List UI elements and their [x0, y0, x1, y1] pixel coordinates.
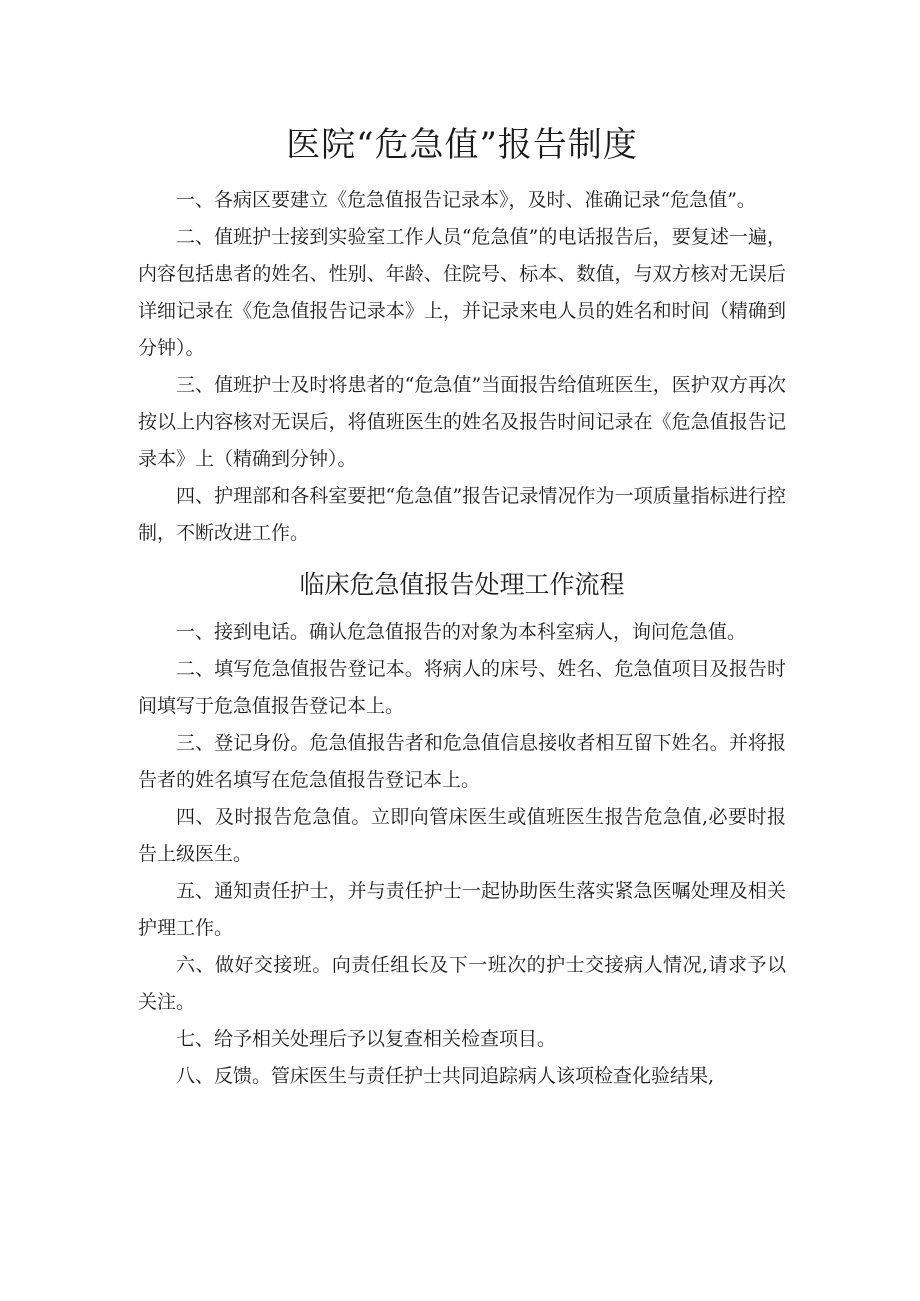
policy-paragraph-4: 四、护理部和各科室要把“危急值”报告记录情况作为一项质量指标进行控制，不断改进工作。 [138, 485, 786, 544]
policy-paragraph-1: 一、各病区要建立《危急值报告记录本》，及时、准确记录“危急值”。 [176, 189, 756, 211]
workflow-step-8: 八、反馈。管床医生与责任护士共同追踪病人该项检查化验结果, [176, 1065, 715, 1087]
workflow-step-4: 四、及时报告危急值。立即向管床医生或值班医生报告危急值,必要时报告上级医生。 [138, 806, 786, 865]
document-body [138, 120, 786, 1095]
policy-paragraph-2: 二、值班护士接到实验室工作人员“危急值”的电话报告后，要复述一遍，内容包括患者的姓名、性别、年龄、住院号、标本、数值，与双方核对无误后详细记录在《危急值报告记录本》上，并记录来电人员的姓名和时间（精确到分钟）。 [138, 226, 786, 359]
workflow-step-6: 六、做好交接班。向责任组长及下一班次的护士交接病人情况,请求予以关注。 [138, 954, 786, 1013]
workflow-step-2: 二、填写危急值报告登记本。将病人的床号、姓名、危急值项目及报告时间填写于危急值报告登记本上。 [138, 658, 786, 717]
workflow-step-7: 七、给予相关处理后予以复查相关检查项目。 [176, 1028, 557, 1050]
workflow-step-5: 五、通知责任护士，并与责任护士一起协助医生落实紧急医嘱处理及相关护理工作。 [138, 880, 786, 939]
workflow-section-title: 临床危急值报告处理工作流程 [299, 570, 625, 599]
workflow-section [138, 614, 786, 1095]
policy-section [138, 182, 786, 552]
document-title: 医院“危急值”报告制度 [286, 125, 638, 165]
workflow-step-3: 三、登记身份。危急值报告者和危急值信息接收者相互留下姓名。并将报告者的姓名填写在危急值报告登记本上。 [138, 732, 786, 791]
policy-paragraph-3: 三、值班护士及时将患者的“危急值”当面报告给值班医生，医护双方再次按以上内容核对无误后，将值班医生的姓名及报告时间记录在《危急值报告记录本》上（精确到分钟）。 [138, 374, 786, 470]
workflow-step-1: 一、接到电话。确认危急值报告的对象为本科室病人，询问危急值。 [176, 621, 747, 643]
